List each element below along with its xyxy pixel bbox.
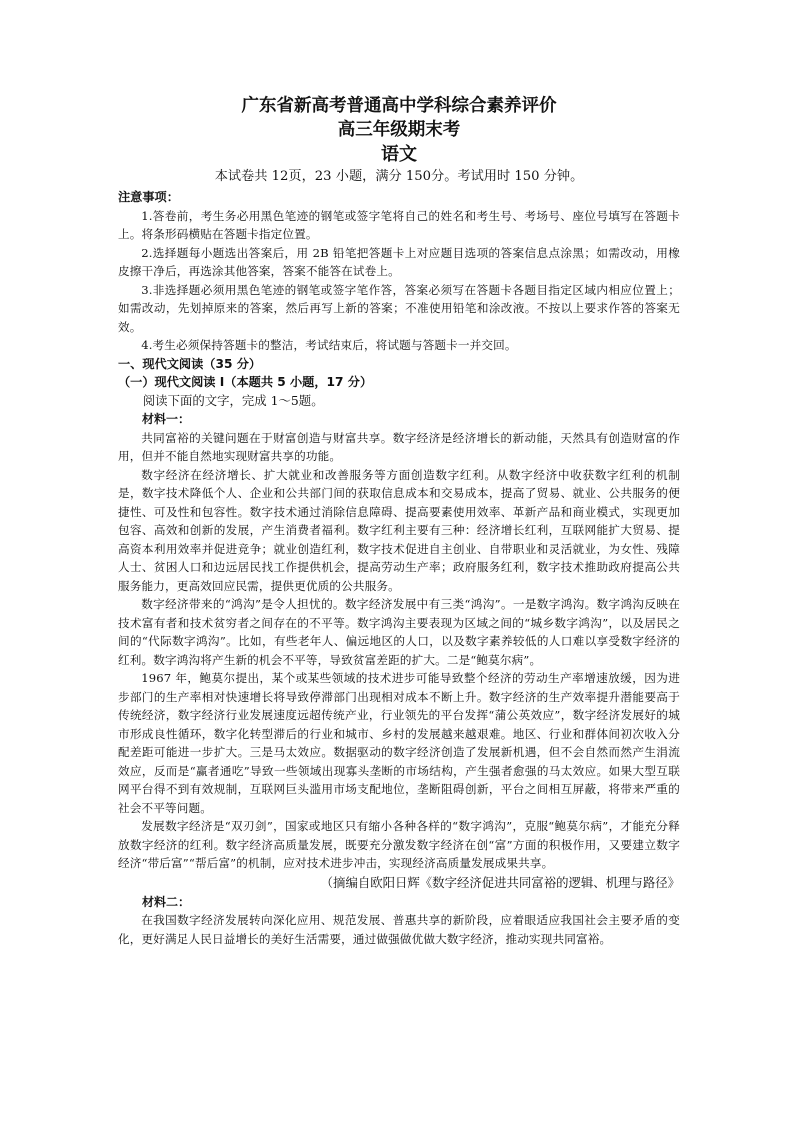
note-item: 4.考生必须保持答题卡的整洁，考试结束后，将试题与答题卡一并交回。 (141, 338, 517, 352)
material-1-paragraph: 数字经济带来的“鸿沟”是令人担忧的。数字经济发展中有三类“鸿沟”。一是数字鸿沟。数字鸿沟反映在技术富有者和技术贫穷者之间存在的不平等。数字鸿沟主要表现为区域之间的“城乡数字鸿沟”，以及居民之间的“代际数字鸿沟”。比如，有些老年人、偏远地区的人口，以及数字素养较低的人口难以享受数字经济的红利。数字鸿沟将产生新的机会不平等，导致贫富差距的扩大。二是“鲍莫尔病”。 (118, 597, 680, 667)
note-item: 1.答卷前，考生务必用黑色笔迹的钢笔或签字笔将自己的姓名和考生号、考场号、座位号填写在答题卡上。将条形码横贴在答题卡指定位置。 (118, 208, 680, 241)
exam-subject: 语文 (381, 144, 417, 165)
exam-subtitle: 高三年级期末考 (337, 120, 461, 140)
subsection-heading: （一）现代文阅读 I（本题共 5 小题，17 分） (118, 375, 373, 389)
material-1-paragraph: 发展数字经济是“双刃剑”，国家或地区只有缩小各种各样的“数字鸿沟”，克服“鲍莫尔病”，才能充分释放数字经济的红利。数字经济高质量发展，既要充分激发数字经济在创“富”方面的积极作用，又要建立数字经济“带后富”“帮后富”的机制，应对技术进步冲击，实现经济高质量发展成果共享。 (118, 819, 680, 870)
material-1-paragraph: 共同富裕的关键问题在于财富创造与财富共享。数字经济是经济增长的新动能，天然具有创造财富的作用，但并不能自然地实现财富共享的功能。 (118, 430, 680, 463)
material-2-label: 材料二： (142, 894, 191, 909)
material-1-label: 材料一： (142, 412, 191, 426)
material-1-paragraph: 数字经济在经济增长、扩大就业和改善服务等方面创造数字红利。从数字经济中收获数字红利的机制是，数字技术降低个人、企业和公共部门间的获取信息成本和交易成本，提高了贸易、就业、公共服务的便捷性、可及性和包容性。数字技术通过消除信息障碍、提高要素使用效率、革新产品和商业模式，实现更加包容、高效和创新的发展，产生消费者福利。数字红利主要有三种：经济增长红利，互联网能扩大贸易、提高资本利用效率并促进竞争；就业创造红利，数字技术促进自主创业、自带职业和灵活就业，为女性、残障人士、贫困人口和边远居民找工作提供机会，提高劳动生产率；政府服务红利，数字技术推助政府提高公共服务能力，更高效回应民需，提供更优质的公共服务。 (118, 467, 680, 593)
notes-heading: 注意事项： (118, 190, 179, 204)
note-item: 3.非选择题必须用黑色笔迹的钢笔或签字笔作答，答案必须写在答题卡各题目指定区域内相应位置上；如需改动，先划掉原来的答案，然后再写上新的答案；不准使用铅笔和涂改液。不按以上要求作答的答案无效。 (118, 282, 680, 334)
material-1-source: （摘编自欧阳日辉《数字经济促进共同富裕的逻辑、机理与路径》 (320, 874, 680, 890)
section-heading: 一、现代文阅读（35 分） (118, 356, 262, 371)
exam-page (118, 94, 680, 948)
reading-instruction: 阅读下面的文字，完成 1～5题。 (142, 392, 324, 408)
exam-title: 广东省新高考普通高中学科综合素养评价 (241, 96, 557, 116)
note-item: 2.选择题每小题选出答案后，用 2B 铅笔把答题卡上对应题目选项的答案信息点涂黑；如需改动，用橡皮擦干净后，再选涂其他答案，答案不能答在试卷上。 (118, 245, 680, 278)
material-1-paragraph: 1967 年，鲍莫尔提出，某个或某些领域的技术进步可能导致整个经济的劳动生产率增速放缓，因为进步部门的生产率相对快速增长将导致停滞部门出现相对成本不断上升。数字经济的生产效率提升潜能要高于传统经济，数字经济行业发展速度远超传统产业，行业领先的平台发挥“蒲公英效应”，数字经济发展好的城市形成良性循环，数字化转型滞后的行业和城市、乡村的发展越来越艰难。地区、行业和群体间初次收入分配差距可能进一步扩大。三是马太效应。数据驱动的数字经济创造了发展新机遇，但不会自然而然产生涓流效应，反而是“赢者通吃”导致一些领域出现寡头垄断的市场结构，产生强者愈强的马太效应。如果大型互联网平台得不到有效规制，互联网巨头滥用市场支配地位，垄断阻碍创新，平台之间相互屏蔽，将带来严重的社会不平等问题。 (118, 671, 680, 815)
exam-info: 本试卷共 12页，23 小题，满分 150分。考试用时 150 分钟。 (214, 169, 584, 184)
material-2-paragraph: 在我国数字经济发展转向深化应用、规范发展、普惠共享的新阶段，应着眼适应我国社会主要矛盾的变化，更好满足人民日益增长的美好生活需要，通过做强做优做大数字经济，推动实现共同富裕。 (118, 913, 680, 946)
